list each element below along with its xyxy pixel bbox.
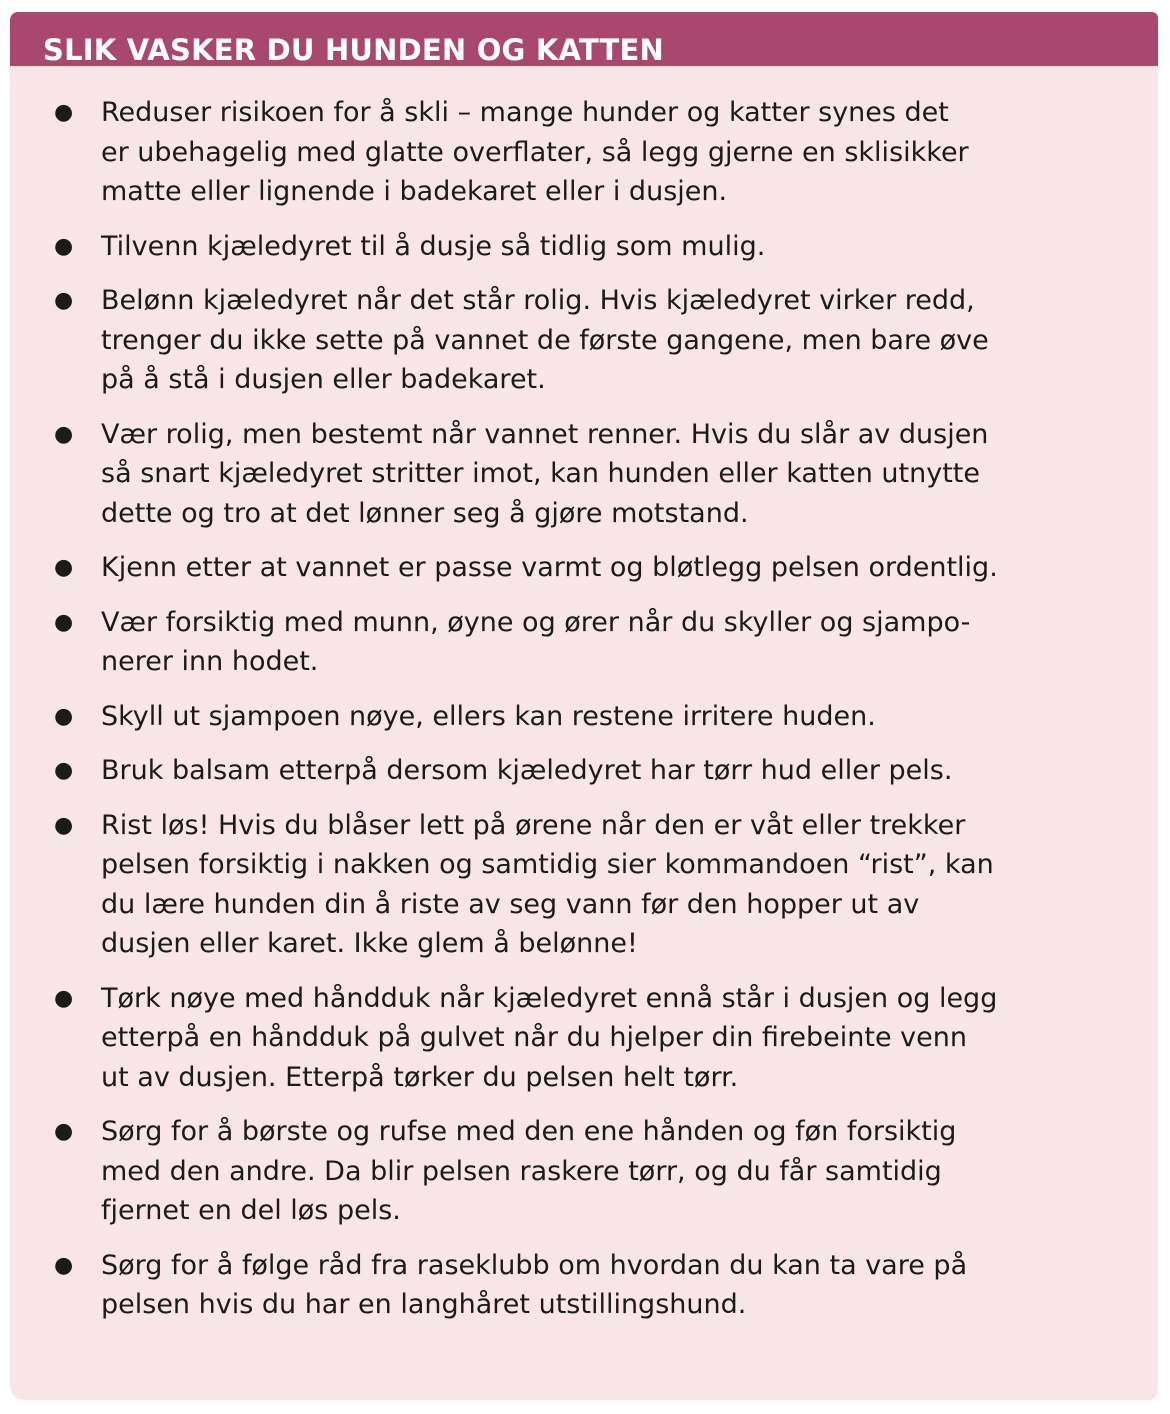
list-item-text	[101, 1246, 1092, 1325]
bullet-icon: ●	[54, 421, 74, 447]
text-line: er ubehagelig med glatte overflater, så legg gjerne en sklisikker	[101, 136, 969, 168]
text-line: Reduser risikoen for å skli – mange hunder og katter synes det	[101, 97, 949, 128]
list-item-text	[101, 603, 1092, 682]
bullet-icon: ●	[54, 233, 74, 259]
text-line: Sørg for å børste og rufse med den ene hånden og føn forsiktig	[101, 1116, 957, 1147]
text-line: så snart kjæledyret stritter imot, kan hunden eller katten utnytte	[101, 458, 981, 489]
bullet-icon: ●	[54, 758, 74, 783]
text-line: dette og tro at det lønner seg å gjøre motstand.	[101, 497, 749, 529]
list-item	[52, 979, 1092, 1098]
bullet-icon: ●	[54, 1119, 74, 1144]
list-item-text	[101, 281, 1092, 400]
list-item	[52, 806, 1092, 964]
text-line: Kjenn etter at vannet er passe varmt og bløtlegg pelsen ordentlig.	[101, 552, 998, 583]
bullet-icon: ●	[54, 1252, 74, 1278]
list-item	[52, 751, 1092, 791]
list-item	[52, 603, 1092, 682]
bullet-icon: ●	[54, 703, 74, 729]
text-line: på å stå i dusjen eller badekaret.	[101, 364, 546, 395]
text-line: du lære hunden din å riste av seg vann før den hopper ut av	[101, 888, 920, 920]
bullet-icon: ●	[54, 288, 74, 313]
text-line: med den andre. Da blir pelsen raskere tørr, og du får samtidig	[101, 1155, 942, 1187]
list-item	[52, 548, 1092, 588]
text-line: Vær rolig, men bestemt når vannet renner. Hvis du slår av dusjen	[101, 418, 989, 450]
tip-list	[52, 93, 1092, 1340]
text-line: matte eller lignende i badekaret eller i dusjen.	[101, 176, 728, 207]
text-line: trenger du ikke sette på vannet de første gangene, men bare øve	[101, 324, 989, 356]
list-item	[52, 227, 1092, 267]
text-line: Bruk balsam etterpå dersom kjæledyret har tørr hud eller pels.	[101, 755, 953, 786]
text-line: Belønn kjæledyret når det står rolig. Hvis kjæledyret virker redd,	[101, 285, 975, 316]
bullet-icon: ●	[54, 100, 74, 125]
text-line: nerer inn hodet.	[101, 646, 319, 677]
text-line: Tilvenn kjæledyret til å dusje så tidlig som mulig.	[101, 230, 766, 262]
text-line: Skyll ut sjampoen nøye, ellers kan restene irritere huden.	[101, 700, 876, 732]
text-line: pelsen forsiktig i nakken og samtidig sier kommandoen “rist”, kan	[101, 849, 994, 880]
box-title: SLIK VASKER DU HUNDEN OG KATTEN	[43, 33, 665, 67]
list-item	[52, 1112, 1092, 1231]
text-line: etterpå en håndduk på gulvet når du hjelper din firebeinte venn	[101, 1022, 967, 1053]
bullet-icon: ●	[54, 555, 74, 580]
list-item	[52, 415, 1092, 534]
list-item-text	[101, 697, 1092, 737]
list-item	[52, 697, 1092, 737]
bullet-icon: ●	[54, 985, 74, 1011]
text-line: ut av dusjen. Etterpå tørker du pelsen helt tørr.	[101, 1061, 739, 1093]
list-item	[52, 93, 1092, 212]
list-item	[52, 281, 1092, 400]
list-item-text	[101, 548, 1092, 588]
text-line: dusjen eller karet. Ikke glem å belønne!	[101, 928, 638, 959]
text-line: Tørk nøye med håndduk når kjæledyret ennå står i dusjen og legg	[101, 982, 998, 1014]
text-line: fjernet en del løs pels.	[101, 1195, 401, 1226]
list-item-text	[101, 415, 1092, 534]
list-item-text	[101, 1112, 1092, 1231]
text-line: Vær forsiktig med munn, øyne og ører når du skyller og sjampo-	[101, 606, 971, 638]
list-item-text	[101, 227, 1092, 267]
bullet-icon: ●	[54, 609, 74, 635]
text-line: Sørg for å følge råd fra raseklubb om hvordan du kan ta vare på	[101, 1249, 968, 1281]
header-bar	[10, 12, 1158, 66]
text-line: pelsen hvis du har en langhåret utstillingshund.	[101, 1289, 747, 1320]
list-item-text	[101, 806, 1092, 964]
list-item-text	[101, 979, 1092, 1098]
text-line: Rist løs! Hvis du blåser lett på ørene når den er våt eller trekker	[101, 809, 966, 841]
list-item-text	[101, 751, 1092, 791]
list-item-text	[101, 93, 1092, 212]
bullet-icon: ●	[54, 812, 74, 838]
list-item	[52, 1246, 1092, 1325]
